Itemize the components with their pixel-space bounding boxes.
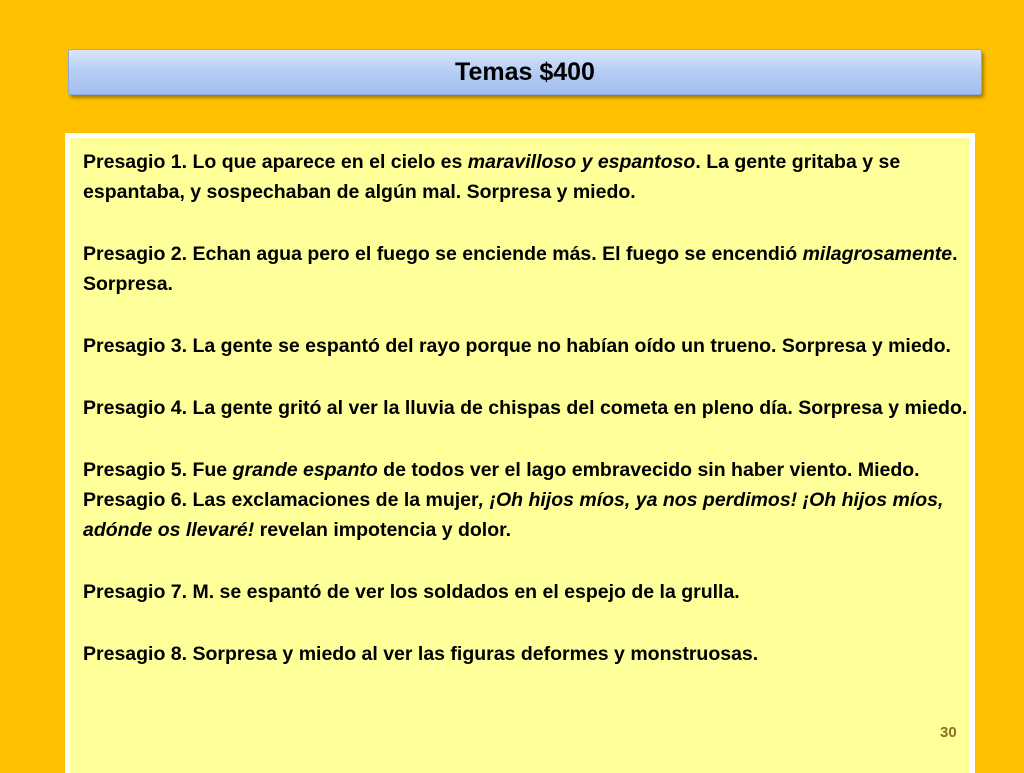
presagio-3: [83, 331, 968, 361]
presagio-6-rest: revelan impotencia y dolor.: [254, 519, 512, 541]
presagio-4-text: Presagio 4. La gente gritó al ver la lluvia de chispas del cometa en pleno día. Sorpresa y miedo.: [83, 397, 968, 419]
presagio-1-lead: Presagio 1. Lo que aparece en el cielo es: [83, 151, 468, 173]
presagio-6-lead: Presagio 6. Las exclamaciones de la mujer: [83, 489, 479, 511]
presagio-1-rest: . La gente gritaba y se espantaba, y sospechaban de algún mal. Sorpresa y miedo.: [83, 151, 901, 203]
slide-title-bar: [68, 49, 982, 95]
presagio-2-rest: . Sorpresa.: [83, 243, 958, 295]
presagio-1-emphasis: maravilloso y espantoso: [467, 151, 696, 173]
presagio-8-text: Presagio 8. Sorpresa y miedo al ver las figuras deformes y monstruosas.: [83, 643, 759, 665]
presagios-text: [83, 147, 968, 669]
presagio-5-lead: Presagio 5. Fue: [83, 459, 233, 481]
presagio-2-emphasis: milagrosamente: [802, 243, 953, 265]
presagio-4: [83, 393, 968, 423]
slide-number: 30: [940, 724, 957, 741]
presagio-8: [83, 639, 968, 669]
presagio-5-rest: de todos ver el lago embravecido sin haber viento. Miedo.: [377, 459, 920, 481]
presagio-5: [83, 455, 968, 485]
presagio-2-lead: Presagio 2. Echan agua pero el fuego se enciende más. El fuego se encendió: [83, 243, 803, 265]
presagio-7-text: Presagio 7. M. se espantó de ver los soldados en el espejo de la grulla.: [83, 581, 740, 603]
presagio-3-text: Presagio 3. La gente se espantó del rayo porque no habían oído un trueno. Sorpresa y miedo.: [83, 335, 951, 357]
content-box: [70, 138, 970, 773]
presagio-6: [83, 485, 968, 545]
presagio-2: [83, 239, 968, 299]
content-frame: [65, 133, 975, 773]
presagio-5-emphasis: grande espanto: [232, 459, 378, 481]
presagio-6-emphasis: , ¡Oh hijos míos, ya nos perdimos! ¡Oh hijos míos, adónde os llevaré!: [83, 489, 944, 541]
slide-title: Temas $400: [455, 57, 595, 86]
presagio-1: [83, 147, 968, 207]
presagio-7: [83, 577, 968, 607]
